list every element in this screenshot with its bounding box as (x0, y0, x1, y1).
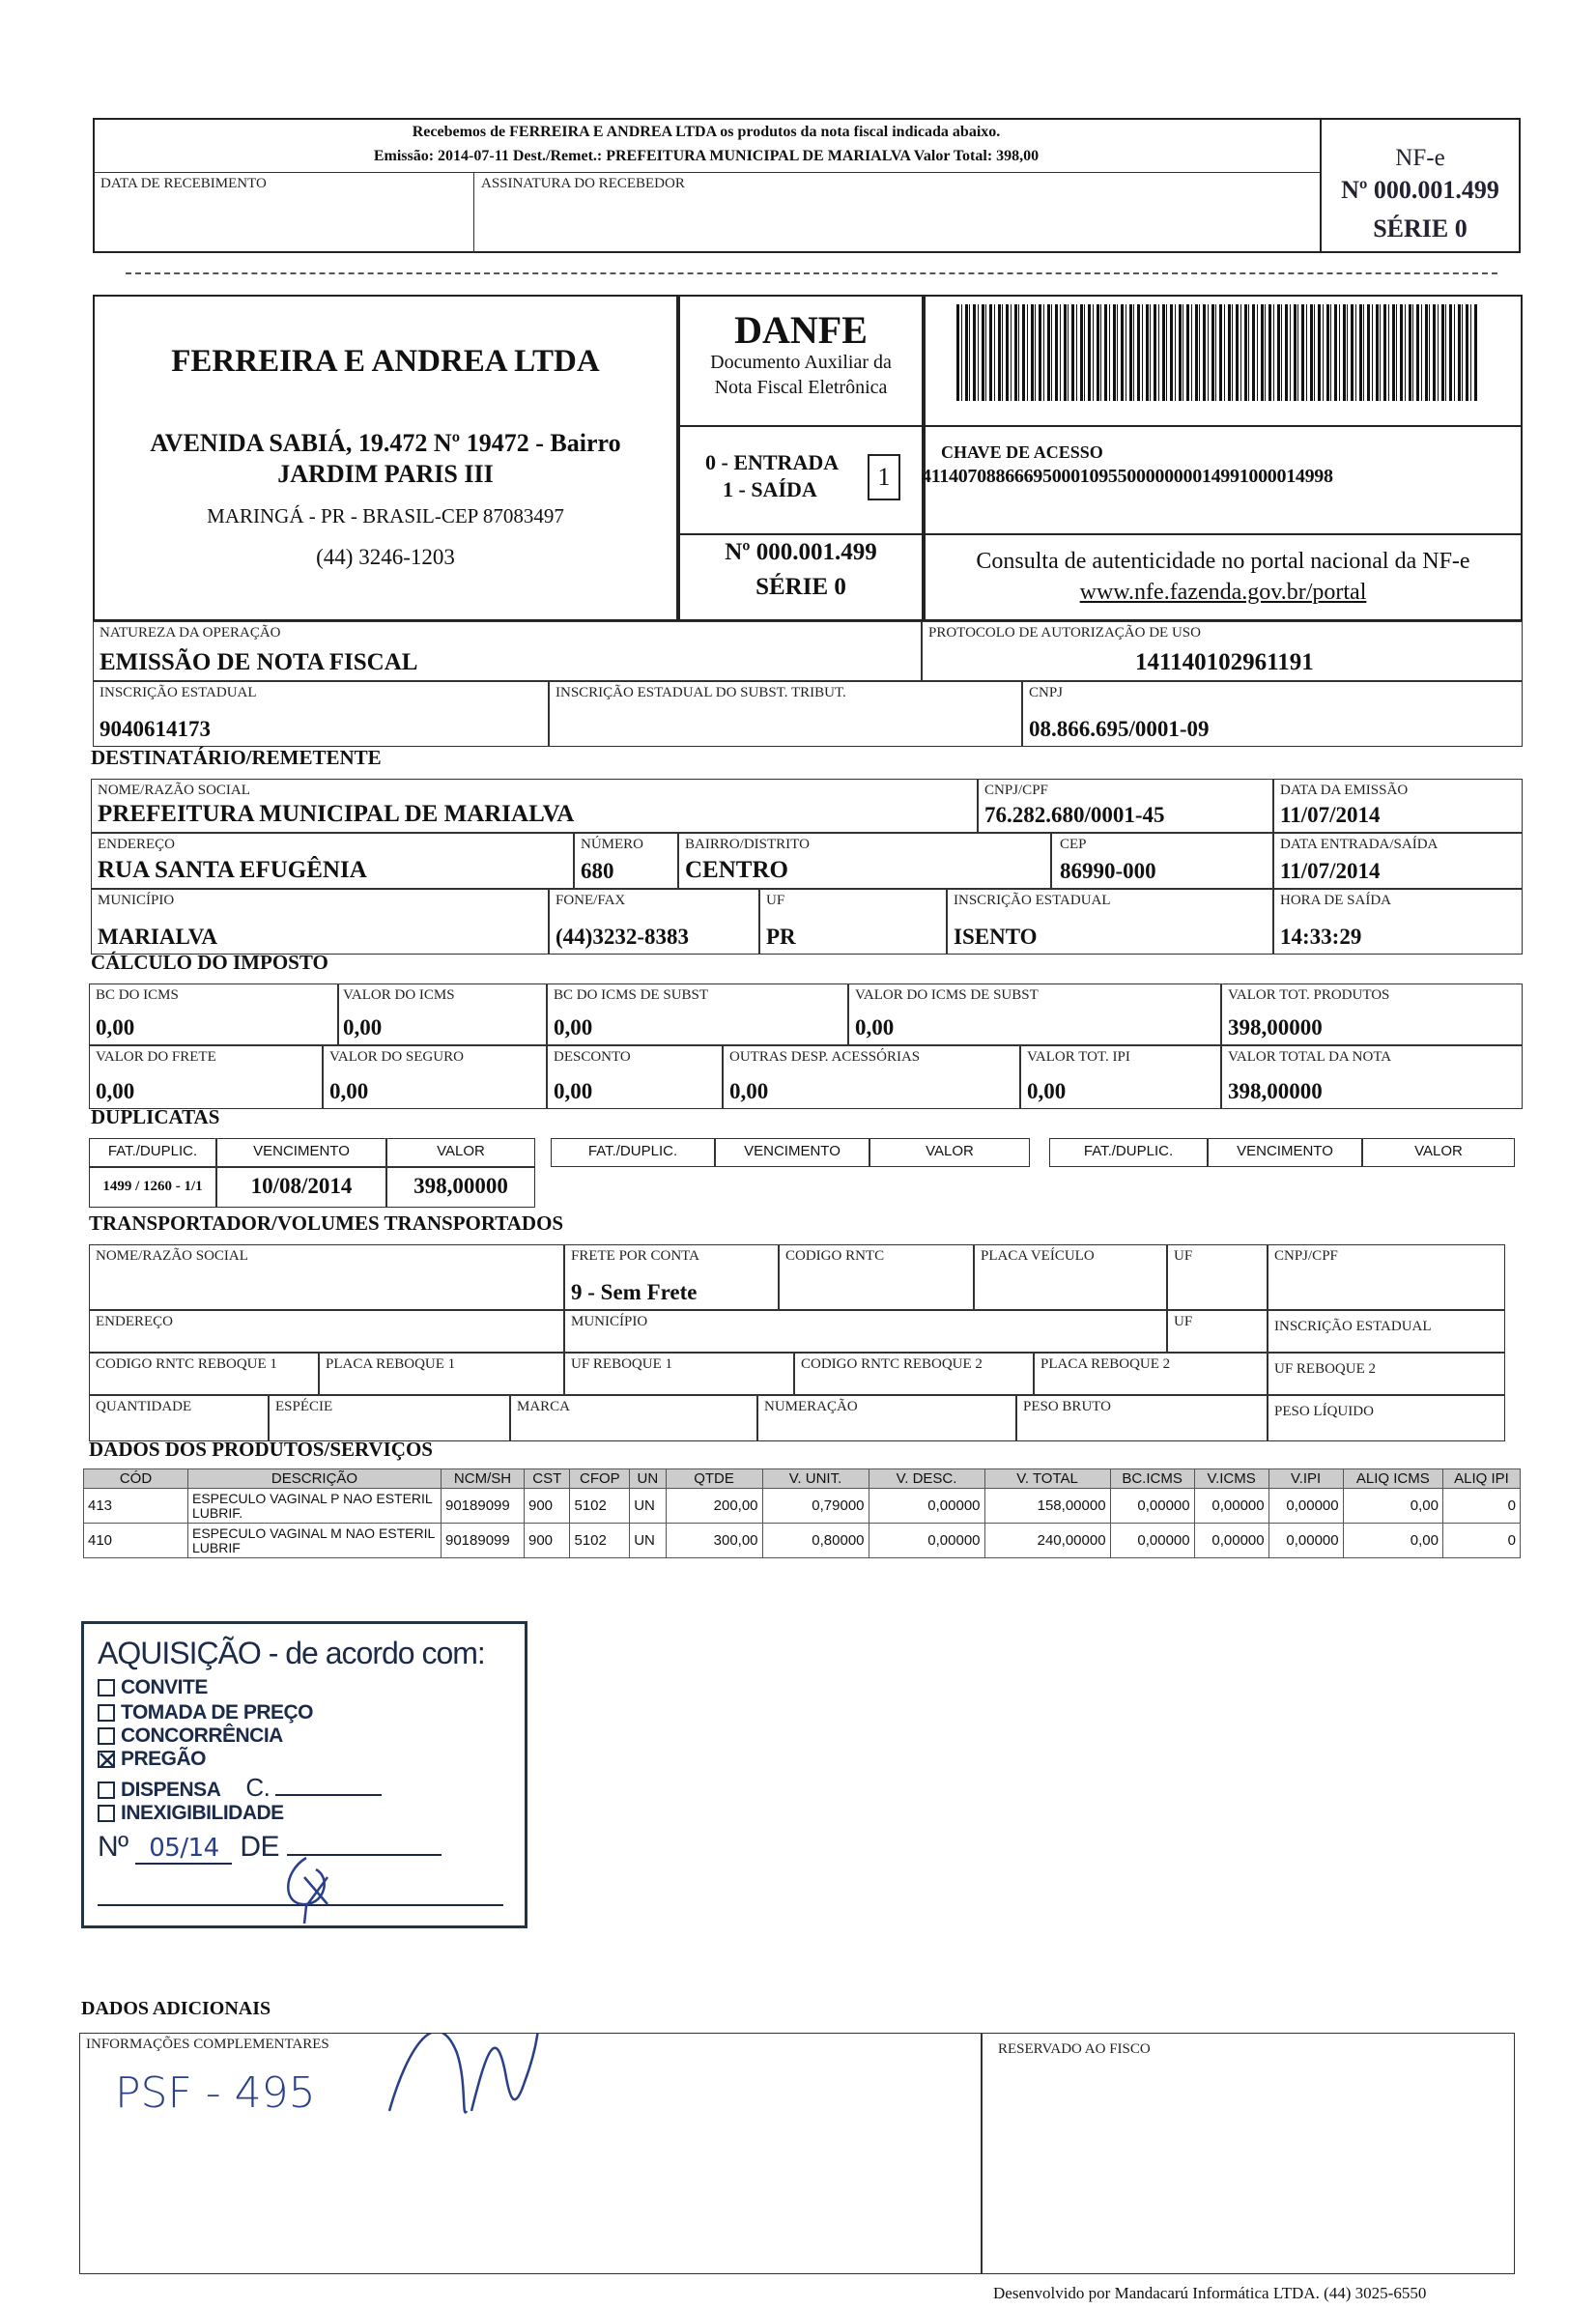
tax-seg-value: 0,00 (329, 1079, 369, 1103)
cnpj-cell (1022, 681, 1523, 747)
prot-label: PROTOCOLO DE AUTORIZAÇÃO DE USO (928, 625, 1201, 641)
key-label: CHAVE DE ACESSO (941, 442, 1103, 462)
dest-bairro-label: BAIRRO/DISTRITO (685, 837, 810, 852)
dup-h-venc-1 (216, 1138, 386, 1167)
transp-frete-value: 9 - Sem Frete (571, 1280, 698, 1304)
footer-credit: Desenvolvido por Mandacarú Informática LTDA. (44) 3025-6550 (993, 2284, 1427, 2302)
checkbox-icon (98, 1782, 115, 1799)
transp-numer-cell (757, 1395, 1016, 1441)
dest-end-cell (91, 833, 574, 889)
dest-ie-label: INSCRIÇÃO ESTADUAL (954, 893, 1111, 908)
stamp-option-pregao-text: PREGÃO (121, 1748, 207, 1770)
extra-info-label: INFORMAÇÕES COMPLEMENTARES (86, 2037, 329, 2052)
cell-aliqicms: 0,00 (1343, 1524, 1442, 1558)
cut-line (126, 272, 1497, 274)
transp-end-cell (89, 1310, 564, 1353)
transp-placa1-cell (319, 1353, 564, 1395)
dest-emis-cell (1273, 779, 1523, 833)
danfe-divider-2 (678, 533, 924, 535)
acquisition-stamp (81, 1621, 527, 1928)
tax-vicms-label: VALOR DO ICMS (343, 987, 455, 1003)
stamp-number-row (98, 1831, 442, 1865)
issuer-name: FERREIRA E ANDREA LTDA (171, 344, 600, 379)
danfe-sub1: Documento Auxiliar da (710, 352, 892, 373)
tax-outras-value: 0,00 (729, 1079, 769, 1103)
dest-section: DESTINATÁRIO/REMETENTE (91, 746, 382, 769)
dest-name-cell (91, 779, 978, 833)
transp-ie-cell (1268, 1310, 1505, 1353)
checkbox-icon (98, 1704, 115, 1722)
nat-value: EMISSÃO DE NOTA FISCAL (100, 649, 418, 675)
col-aliqipi: ALIQ IPI (1442, 1469, 1520, 1489)
transp-pb-cell (1016, 1395, 1268, 1441)
dup-valor-1-text: 398,00000 (413, 1174, 508, 1198)
transp-frete-cell (564, 1244, 779, 1310)
checked-checkbox-icon (98, 1751, 115, 1768)
cell-vdesc: 0,00000 (869, 1524, 984, 1558)
tax-bc-value: 0,00 (96, 1015, 135, 1040)
stamp-option-inexigibilidade (98, 1802, 284, 1825)
transp-uf-cell-2 (1167, 1310, 1268, 1353)
col-vicms: V.ICMS (1194, 1469, 1268, 1489)
transp-end-label: ENDEREÇO (96, 1314, 173, 1329)
tax-bcst-label: BC DO ICMS DE SUBST (554, 987, 709, 1003)
cell-vicms: 0,00000 (1194, 1524, 1268, 1558)
stamp-no-label: Nº (98, 1831, 128, 1863)
dest-bairro-value: CENTRO (685, 857, 788, 883)
issuer-phone: (44) 3246-1203 (316, 545, 455, 569)
transp-cnpj-cell (1268, 1244, 1505, 1310)
danfe-entrada: 0 - ENTRADA (705, 450, 840, 474)
cnpj-value: 08.866.695/0001-09 (1029, 717, 1210, 741)
stamp-option-convite-text: CONVITE (121, 1676, 208, 1698)
tax-vst-label: VALOR DO ICMS DE SUBST (855, 987, 1039, 1003)
key-divider-1 (924, 425, 1523, 427)
stamp-de-label: DE (240, 1831, 279, 1863)
checkbox-icon (98, 1727, 115, 1745)
col-descricao: DESCRIÇÃO (188, 1469, 442, 1489)
tax-ipi-label: VALOR TOT. IPI (1027, 1049, 1130, 1065)
dest-fone-value: (44)3232-8383 (556, 925, 689, 949)
dup-h-fat-1 (89, 1138, 216, 1167)
transp-rntc1-cell (89, 1353, 319, 1395)
stamp-option-convite (98, 1676, 208, 1699)
dest-cnpj-value: 76.282.680/0001-45 (984, 803, 1165, 827)
transp-rntc2-label: CODIGO RNTC REBOQUE 2 (801, 1356, 983, 1372)
dest-emis-value: 11/07/2014 (1280, 803, 1381, 827)
dup-h-valor-3-text: VALOR (1414, 1143, 1463, 1159)
cell-aliqipi: 0 (1442, 1524, 1520, 1558)
transp-frete-label: FRETE POR CONTA (571, 1248, 699, 1264)
dest-cep-label: CEP (1060, 837, 1087, 852)
receipt-number: Nº 000.001.499 (1341, 176, 1499, 204)
dup-section: DUPLICATAS (91, 1105, 220, 1128)
transp-pl-cell (1268, 1395, 1505, 1441)
dest-cep-value: 86990-000 (1060, 859, 1156, 883)
transp-uf2-cell (1268, 1353, 1505, 1395)
dest-num-label: NÚMERO (581, 837, 644, 852)
key-consult: Consulta de autenticidade no portal nacional da NF-e (976, 549, 1470, 574)
signature-mark (351, 2033, 563, 2130)
tax-desc-label: DESCONTO (554, 1049, 631, 1065)
cell-cfop: 5102 (570, 1524, 630, 1558)
dup-fat-1 (89, 1167, 216, 1208)
cell-cfop: 5102 (570, 1489, 630, 1524)
stamp-option-dispensa (98, 1773, 382, 1803)
dup-h-venc-3 (1208, 1138, 1362, 1167)
key-url[interactable]: www.nfe.fazenda.gov.br/portal (1079, 580, 1367, 605)
stamp-no-handwritten: 05/14 (135, 1834, 232, 1865)
receipt-nfe: NF-e (1395, 145, 1445, 171)
dup-h-fat-2-text: FAT./DUPLIC. (587, 1143, 678, 1159)
danfe-title: DANFE (734, 308, 868, 352)
ie-label: INSCRIÇÃO ESTADUAL (100, 685, 257, 700)
tax-seg-label: VALOR DO SEGURO (329, 1049, 464, 1065)
transp-uf1-label: UF REBOQUE 1 (571, 1356, 673, 1372)
transp-placa1-label: PLACA REBOQUE 1 (326, 1356, 456, 1372)
cell-cst: 900 (525, 1489, 570, 1524)
stamp-option-tomada (98, 1701, 313, 1725)
issuer-addr2: JARDIM PARIS III (277, 460, 494, 488)
transp-marca-label: MARCA (517, 1399, 571, 1414)
transp-placa2-cell (1034, 1353, 1268, 1395)
receipt-serie: SÉRIE 0 (1373, 214, 1468, 242)
dest-fone-label: FONE/FAX (556, 893, 626, 908)
dup-h-fat-1-text: FAT./DUPLIC. (107, 1143, 198, 1159)
tax-outras-label: OUTRAS DESP. ACESSÓRIAS (729, 1049, 921, 1065)
iest-label: INSCRIÇÃO ESTADUAL DO SUBST. TRIBUT. (556, 685, 846, 700)
danfe-serie: SÉRIE 0 (755, 574, 846, 600)
cell-un: UN (630, 1489, 666, 1524)
danfe-tipo: 1 (868, 454, 900, 500)
cell-cod: 413 (84, 1489, 188, 1524)
dup-fat-1-text: 1499 / 1260 - 1/1 (102, 1179, 203, 1194)
dest-mun-value: MARIALVA (98, 925, 217, 949)
col-vunit: V. UNIT. (762, 1469, 869, 1489)
dup-venc-1-text: 10/08/2014 (250, 1174, 353, 1198)
prot-cell (922, 621, 1523, 681)
col-qtde: QTDE (666, 1469, 762, 1489)
cell-vipi: 0,00000 (1268, 1524, 1343, 1558)
dest-hora-value: 14:33:29 (1280, 925, 1362, 949)
checkbox-icon (98, 1679, 115, 1696)
tax-frete-cell (89, 1045, 323, 1109)
dest-bairro-cell (678, 833, 1051, 889)
transp-placa-label: PLACA VEÍCULO (981, 1248, 1095, 1264)
stamp-c-label: C. (245, 1773, 271, 1802)
transp-uf1-cell (564, 1353, 794, 1395)
dup-venc-1 (216, 1167, 386, 1208)
tax-bcst-value: 0,00 (554, 1015, 593, 1040)
stamp-title: AQUISIÇÃO - de acordo com: (98, 1636, 485, 1670)
cnpj-label: CNPJ (1029, 685, 1064, 700)
transp-name-cell (89, 1244, 564, 1310)
dest-fone-cell (549, 889, 759, 955)
tax-frete-label: VALOR DO FRETE (96, 1049, 216, 1065)
extra-handwritten-note: PSF - 495 (115, 2068, 316, 2118)
issuer-city: MARINGÁ - PR - BRASIL-CEP 87083497 (207, 504, 564, 527)
col-ncm: NCM/SH (442, 1469, 525, 1489)
danfe-number: Nº 000.001.499 (725, 539, 877, 565)
stamp-initials-mark (277, 1848, 345, 1925)
danfe-sub2: Nota Fiscal Eletrônica (714, 377, 888, 398)
table-row (84, 1489, 1521, 1524)
tax-ipi-value: 0,00 (1027, 1079, 1067, 1103)
key-value: 41140708866695000109550000000014991000014998 (922, 466, 1333, 487)
receipt-line2: Emissão: 2014-07-11 Dest./Remet.: PREFEITURA MUNICIPAL DE MARIALVA Valor Total: 398,00 (373, 148, 1040, 164)
ie-value: 9040614173 (100, 717, 211, 741)
cell-vicms: 0,00000 (1194, 1489, 1268, 1524)
cell-qtde: 300,00 (666, 1524, 762, 1558)
ie-cell (93, 681, 549, 747)
dest-ent-value: 11/07/2014 (1280, 859, 1381, 883)
transp-uf-cell (1167, 1244, 1268, 1310)
transp-numer-label: NUMERAÇÃO (764, 1399, 858, 1414)
dest-uf-value: PR (766, 925, 796, 949)
nat-cell (93, 621, 922, 681)
col-vdesc: V. DESC. (869, 1469, 984, 1489)
cell-ncm: 90189099 (442, 1489, 525, 1524)
transp-section: TRANSPORTADOR/VOLUMES TRANSPORTADOS (89, 1212, 564, 1235)
dup-h-valor-1-text: VALOR (437, 1143, 485, 1159)
dest-end-label: ENDEREÇO (98, 837, 175, 852)
stamp-option-dispensa-text: DISPENSA (121, 1779, 221, 1801)
cell-vtotal: 240,00000 (984, 1524, 1110, 1558)
dest-ie-cell (947, 889, 1273, 955)
extra-info-cell (79, 2033, 982, 2274)
dest-cnpj-cell (978, 779, 1273, 833)
cell-vipi: 0,00000 (1268, 1489, 1343, 1524)
dup-valor-1 (386, 1167, 535, 1208)
extra-fisco-cell (982, 2033, 1515, 2274)
transp-esp-cell (269, 1395, 510, 1441)
danfe-divider-1 (678, 425, 924, 427)
danfe-saida: 1 - SAÍDA (723, 477, 817, 501)
tax-vst-value: 0,00 (855, 1015, 895, 1040)
transp-placa2-label: PLACA REBOQUE 2 (1040, 1356, 1171, 1372)
tax-vicms-cell (338, 983, 547, 1045)
tax-frete-value: 0,00 (96, 1079, 135, 1103)
cell-aliqipi: 0 (1442, 1489, 1520, 1524)
cell-descricao: ESPECULO VAGINAL P NAO ESTERIL LUBRIF. (188, 1489, 442, 1524)
transp-rntc2-cell (794, 1353, 1034, 1395)
dup-h-valor-2-text: VALOR (926, 1143, 974, 1159)
dest-hora-cell (1273, 889, 1523, 955)
dup-h-venc-3-text: VENCIMENTO (1237, 1143, 1333, 1159)
col-vtotal: V. TOTAL (984, 1469, 1110, 1489)
col-vipi: V.IPI (1268, 1469, 1343, 1489)
cell-vunit: 0,79000 (762, 1489, 869, 1524)
receipt-vline-1 (473, 172, 474, 253)
cell-vdesc: 0,00000 (869, 1489, 984, 1524)
tax-vst-cell (848, 983, 1221, 1045)
transp-ie-label: INSCRIÇÃO ESTADUAL (1274, 1319, 1432, 1334)
col-cfop: CFOP (570, 1469, 630, 1489)
cell-bcicms: 0,00000 (1110, 1524, 1194, 1558)
transp-rntc1-label: CODIGO RNTC REBOQUE 1 (96, 1356, 277, 1372)
dup-h-valor-1 (386, 1138, 535, 1167)
transp-uf-label: UF (1174, 1248, 1193, 1264)
dup-h-fat-3-text: FAT./DUPLIC. (1083, 1143, 1174, 1159)
tax-vprod-cell (1221, 983, 1523, 1045)
dup-h-valor-2 (869, 1138, 1030, 1167)
iest-cell (549, 681, 1022, 747)
transp-rntc-label: CODIGO RNTC (785, 1248, 885, 1264)
dup-h-valor-3 (1362, 1138, 1515, 1167)
col-un: UN (630, 1469, 666, 1489)
tax-vicms-value: 0,00 (343, 1015, 383, 1040)
tax-bcst-cell (547, 983, 848, 1045)
transp-qtd-cell (89, 1395, 269, 1441)
cell-vunit: 0,80000 (762, 1524, 869, 1558)
key-divider-2 (924, 533, 1523, 535)
transp-placa-cell (974, 1244, 1167, 1310)
checkbox-icon (98, 1805, 115, 1822)
tax-total-label: VALOR TOTAL DA NOTA (1228, 1049, 1392, 1065)
dest-ent-label: DATA ENTRADA/SAÍDA (1280, 837, 1439, 852)
tax-vprod-label: VALOR TOT. PRODUTOS (1228, 987, 1390, 1003)
dest-ent-cell (1273, 833, 1523, 889)
transp-mun-cell (564, 1310, 1167, 1353)
transp-uf2-label: UF REBOQUE 2 (1274, 1361, 1377, 1377)
cell-un: UN (630, 1524, 666, 1558)
dest-cep-cell (1051, 833, 1273, 889)
nat-label: NATUREZA DA OPERAÇÃO (100, 625, 281, 641)
tax-outras-cell (723, 1045, 1020, 1109)
cell-bcicms: 0,00000 (1110, 1489, 1194, 1524)
transp-mun-label: MUNICÍPIO (571, 1314, 648, 1329)
dest-uf-label: UF (766, 893, 785, 908)
stamp-option-pregao (98, 1748, 206, 1771)
products-header-row (84, 1469, 1521, 1489)
tax-total-cell (1221, 1045, 1523, 1109)
extra-fisco-label: RESERVADO AO FISCO (998, 2041, 1151, 2057)
dest-name-value: PREFEITURA MUNICIPAL DE MARIALVA (98, 801, 575, 827)
dup-h-fat-2 (551, 1138, 715, 1167)
cell-cst: 900 (525, 1524, 570, 1558)
receipt-line1: Recebemos de FERREIRA E ANDREA LTDA os produtos da nota fiscal indicada abaixo. (412, 124, 1001, 140)
transp-rntc-cell (779, 1244, 974, 1310)
tax-seg-cell (323, 1045, 547, 1109)
transp-marca-cell (510, 1395, 757, 1441)
dest-cnpj-label: CNPJ/CPF (984, 783, 1048, 798)
receipt-date-label: DATA DE RECEBIMENTO (100, 176, 267, 191)
col-bcicms: BC.ICMS (1110, 1469, 1194, 1489)
dup-h-fat-3 (1049, 1138, 1208, 1167)
dest-hora-label: HORA DE SAÍDA (1280, 893, 1392, 908)
dest-num-value: 680 (581, 859, 614, 883)
issuer-addr1: AVENIDA SABIÁ, 19.472 Nº 19472 - Bairro (150, 429, 621, 457)
barcode (956, 304, 1478, 401)
tax-total-value: 398,00000 (1228, 1079, 1323, 1103)
receipt-divider (93, 172, 1320, 173)
cell-descricao: ESPECULO VAGINAL M NAO ESTERIL LUBRIF (188, 1524, 442, 1558)
prot-value: 141140102961191 (1135, 649, 1314, 675)
cell-vtotal: 158,00000 (984, 1489, 1110, 1524)
dup-h-venc-2 (715, 1138, 869, 1167)
transp-cnpj-label: CNPJ/CPF (1274, 1248, 1338, 1264)
transp-pl-label: PESO LÍQUIDO (1274, 1404, 1374, 1419)
products-table (83, 1468, 1521, 1558)
transp-esp-label: ESPÉCIE (275, 1399, 333, 1414)
tax-vprod-value: 398,00000 (1228, 1015, 1323, 1040)
col-cod: CÓD (84, 1469, 188, 1489)
tax-ipi-cell (1020, 1045, 1221, 1109)
cell-ncm: 90189099 (442, 1524, 525, 1558)
col-aliqicms: ALIQ ICMS (1343, 1469, 1442, 1489)
dest-mun-cell (91, 889, 549, 955)
extra-section: DADOS ADICIONAIS (81, 1998, 271, 2019)
dest-num-cell (574, 833, 678, 889)
dest-name-label: NOME/RAZÃO SOCIAL (98, 783, 250, 798)
transp-qtd-label: QUANTIDADE (96, 1399, 192, 1414)
dup-h-venc-2-text: VENCIMENTO (744, 1143, 841, 1159)
stamp-option-tomada-text: TOMADA DE PREÇO (121, 1701, 314, 1724)
products-section: DADOS DOS PRODUTOS/SERVIÇOS (89, 1438, 433, 1461)
col-cst: CST (525, 1469, 570, 1489)
stamp-option-inexigibilidade-text: INEXIGIBILIDADE (121, 1802, 284, 1824)
cell-qtde: 200,00 (666, 1489, 762, 1524)
dup-h-venc-1-text: VENCIMENTO (253, 1143, 350, 1159)
dest-ie-value: ISENTO (954, 925, 1038, 949)
transp-name-label: NOME/RAZÃO SOCIAL (96, 1248, 248, 1264)
cell-cod: 410 (84, 1524, 188, 1558)
tax-bc-cell (89, 983, 338, 1045)
dest-end-value: RUA SANTA EFUGÊNIA (98, 857, 367, 883)
tax-desc-cell (547, 1045, 723, 1109)
receipt-sign-label: ASSINATURA DO RECEBEDOR (481, 176, 685, 191)
tax-section: CÁLCULO DO IMPOSTO (91, 951, 328, 974)
dest-mun-label: MUNICÍPIO (98, 893, 175, 908)
tax-desc-value: 0,00 (554, 1079, 593, 1103)
table-row (84, 1524, 1521, 1558)
stamp-c-line (275, 1794, 382, 1796)
dest-emis-label: DATA DA EMISSÃO (1280, 783, 1409, 798)
stamp-option-concorrencia-text: CONCORRÊNCIA (121, 1725, 283, 1747)
tax-bc-label: BC DO ICMS (96, 987, 179, 1003)
stamp-option-concorrencia (98, 1725, 283, 1748)
dest-uf-cell (759, 889, 947, 955)
transp-pb-label: PESO BRUTO (1023, 1399, 1111, 1414)
cell-aliqicms: 0,00 (1343, 1489, 1442, 1524)
transp-uf-label-2: UF (1174, 1314, 1193, 1329)
